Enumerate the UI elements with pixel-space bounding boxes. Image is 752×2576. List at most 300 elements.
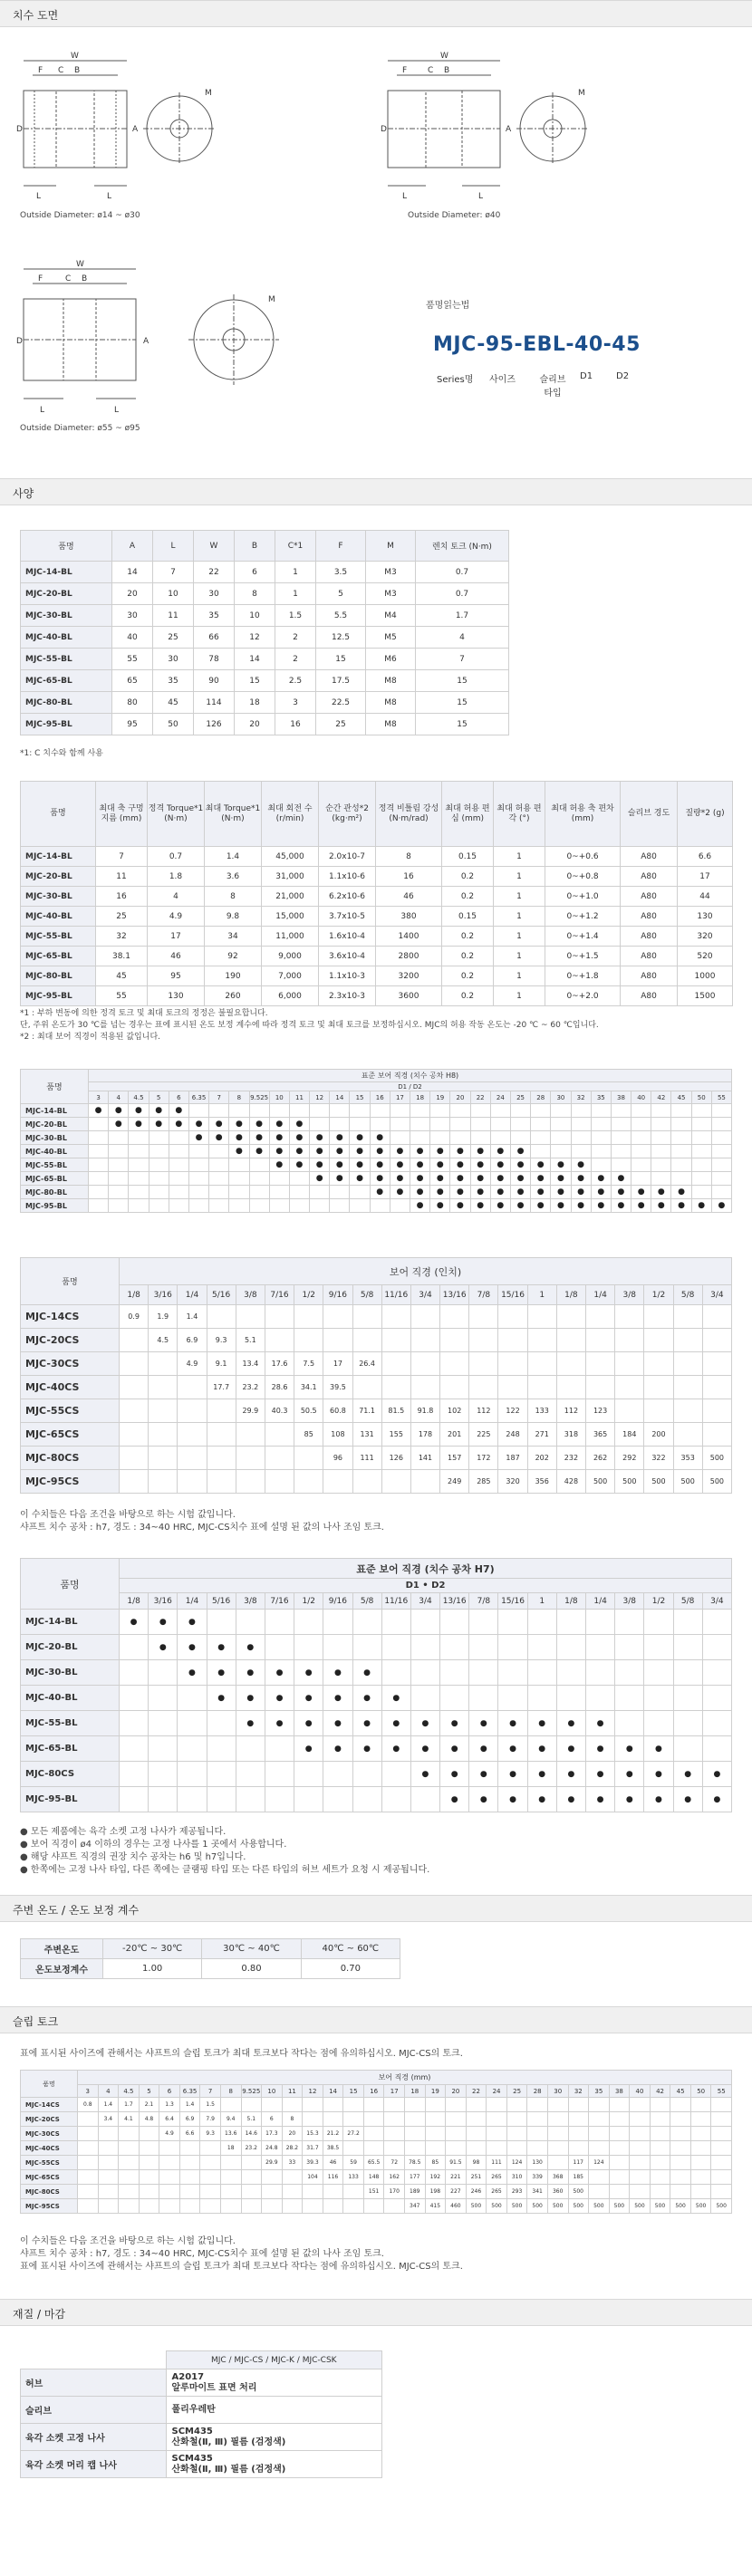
size-header: 45 bbox=[671, 1091, 691, 1104]
table-cell: 102 bbox=[440, 1399, 469, 1423]
table-cell bbox=[352, 1610, 381, 1635]
dim-letter-d: D bbox=[381, 125, 387, 134]
temp-factor: 0.70 bbox=[301, 1959, 400, 1979]
table-row bbox=[21, 1399, 732, 1423]
bore-available-dot bbox=[527, 1762, 556, 1787]
temperature-table bbox=[20, 1938, 400, 1979]
table-cell: 0.15 bbox=[442, 847, 494, 867]
table-cell bbox=[498, 1352, 527, 1376]
table-cell bbox=[630, 2185, 651, 2199]
table-cell: 225 bbox=[469, 1423, 498, 1447]
size-header: 15 bbox=[343, 2085, 364, 2098]
bore-available-dot bbox=[370, 1158, 390, 1172]
table-cell bbox=[410, 1635, 439, 1660]
table-cell bbox=[78, 2156, 99, 2170]
table-cell: 14 bbox=[112, 562, 153, 583]
size-header: 28 bbox=[527, 2085, 548, 2098]
bore-available-dot bbox=[531, 1172, 551, 1186]
table-cell bbox=[330, 1118, 350, 1131]
table-cell bbox=[450, 1118, 470, 1131]
table-cell: A80 bbox=[621, 887, 678, 907]
table-cell bbox=[527, 2098, 548, 2112]
size-header: 11 bbox=[282, 2085, 303, 2098]
bore-available-dot bbox=[330, 1131, 350, 1145]
table-cell bbox=[425, 2141, 446, 2156]
table-cell bbox=[551, 1118, 571, 1131]
bore-available-dot bbox=[450, 1145, 470, 1158]
table-cell: 11 bbox=[96, 867, 148, 887]
table-cell: 190 bbox=[205, 966, 262, 986]
bore-available-dot bbox=[249, 1145, 269, 1158]
table-cell bbox=[390, 1104, 410, 1118]
dim-letter-m: M bbox=[578, 89, 585, 98]
bore-available-dot bbox=[490, 1158, 510, 1172]
bore-available-dot bbox=[591, 1172, 611, 1186]
table-cell bbox=[149, 1145, 169, 1158]
table-cell: 8 bbox=[205, 887, 262, 907]
table-cell: 6.2x10-6 bbox=[319, 887, 376, 907]
table-cell: 18 bbox=[220, 2141, 241, 2156]
table-cell bbox=[169, 1172, 188, 1186]
table-cell bbox=[630, 2156, 651, 2170]
material-name: SCM435 bbox=[171, 2426, 213, 2437]
table-cell: 141 bbox=[410, 1447, 439, 1470]
table-cell: 1500 bbox=[678, 986, 733, 1006]
table-cell bbox=[690, 2170, 711, 2185]
bore-available-dot bbox=[207, 1660, 236, 1686]
table-cell: 12 bbox=[235, 627, 275, 649]
table-cell bbox=[487, 2098, 507, 2112]
table-cell: 9,000 bbox=[262, 947, 319, 966]
table-cell bbox=[323, 1787, 352, 1812]
table-cell: 126 bbox=[381, 1447, 410, 1470]
size-header: 1 bbox=[527, 1285, 556, 1305]
size-header: 10 bbox=[262, 2085, 283, 2098]
section-header-spec bbox=[0, 478, 752, 505]
table-cell: A80 bbox=[621, 986, 678, 1006]
bore-h7-note-3: ● 해당 샤프트 직경의 권장 치수 공차는 h6 및 h7입니다. bbox=[20, 1852, 246, 1862]
table-cell bbox=[440, 1635, 469, 1660]
table-cell bbox=[673, 1711, 702, 1736]
table-cell bbox=[282, 2199, 303, 2214]
table-cell bbox=[498, 1660, 527, 1686]
row-name: MJC-95-BL bbox=[21, 986, 96, 1006]
bore-available-dot bbox=[149, 1635, 178, 1660]
table-cell: 318 bbox=[556, 1423, 585, 1447]
table-cell bbox=[294, 1610, 323, 1635]
table-cell bbox=[631, 1104, 651, 1118]
table-cell bbox=[178, 1787, 207, 1812]
table-cell bbox=[159, 2156, 180, 2170]
bore-available-dot bbox=[120, 1610, 149, 1635]
size-header: 7/8 bbox=[469, 1593, 498, 1610]
table-cell bbox=[568, 2141, 589, 2156]
table-cell bbox=[673, 1329, 702, 1352]
table-cell bbox=[120, 1352, 149, 1376]
table-cell bbox=[178, 1711, 207, 1736]
table-cell bbox=[363, 2199, 384, 2214]
table-cell bbox=[702, 1329, 731, 1352]
table-cell: 20 bbox=[112, 583, 153, 605]
table-cell bbox=[446, 2141, 467, 2156]
table-cell: 11 bbox=[153, 605, 194, 627]
coupling-drawing-medium bbox=[381, 50, 589, 208]
table-cell bbox=[149, 1736, 178, 1762]
table-cell: 170 bbox=[384, 2185, 405, 2199]
table-cell bbox=[207, 1447, 236, 1470]
table-cell bbox=[98, 2141, 119, 2156]
size-header: 19 bbox=[425, 2085, 446, 2098]
table-cell bbox=[178, 1470, 207, 1494]
table-cell bbox=[352, 1329, 381, 1352]
table-cell bbox=[671, 1104, 691, 1118]
table-cell: 3.7x10-5 bbox=[319, 907, 376, 927]
table-cell: 500 bbox=[466, 2199, 487, 2214]
material-name: 폴리우레탄 bbox=[171, 2404, 216, 2415]
table-cell: 341 bbox=[527, 2185, 548, 2199]
size-header: 3/4 bbox=[410, 1285, 439, 1305]
table-cell bbox=[470, 1131, 490, 1145]
bore-available-dot bbox=[370, 1186, 390, 1199]
row-name: MJC-95-BL bbox=[21, 1199, 89, 1213]
table-cell bbox=[650, 2098, 670, 2112]
size-header: 32 bbox=[568, 2085, 589, 2098]
table-cell bbox=[229, 1172, 249, 1186]
table-cell bbox=[430, 1131, 450, 1145]
bore-available-dot bbox=[410, 1145, 430, 1158]
table-cell bbox=[547, 2127, 568, 2141]
dim-letter-d: D bbox=[16, 125, 23, 134]
size-header: 1/8 bbox=[120, 1593, 149, 1610]
bore-available-dot bbox=[671, 1199, 691, 1213]
bore-available-dot bbox=[370, 1131, 390, 1145]
bore-available-dot bbox=[229, 1118, 249, 1131]
bore-available-dot bbox=[330, 1145, 350, 1158]
row-name: MJC-20-BL bbox=[21, 1635, 120, 1660]
bore-available-dot bbox=[571, 1199, 591, 1213]
table-cell bbox=[711, 1172, 731, 1186]
table-cell bbox=[410, 1131, 430, 1145]
table-cell: 71.1 bbox=[352, 1399, 381, 1423]
table-cell bbox=[236, 1423, 265, 1447]
table-cell bbox=[139, 2199, 159, 2214]
table-row bbox=[21, 887, 733, 907]
table-cell bbox=[469, 1305, 498, 1329]
table-cell bbox=[410, 1329, 439, 1352]
table-cell: 246 bbox=[466, 2185, 487, 2199]
table-cell bbox=[690, 2112, 711, 2127]
bore-available-dot bbox=[310, 1158, 330, 1172]
bore-available-dot bbox=[711, 1199, 731, 1213]
table-cell bbox=[547, 2112, 568, 2127]
bore-available-dot bbox=[310, 1131, 330, 1145]
table-cell: 198 bbox=[425, 2185, 446, 2199]
order-code-parts bbox=[433, 371, 651, 408]
table-cell bbox=[363, 2127, 384, 2141]
table-cell: 4 bbox=[148, 887, 205, 907]
table-cell bbox=[269, 1199, 289, 1213]
bore-available-dot bbox=[571, 1186, 591, 1199]
table-cell bbox=[119, 2141, 140, 2156]
table-cell bbox=[207, 1470, 236, 1494]
col-header: F bbox=[316, 531, 366, 562]
table-cell bbox=[220, 2098, 241, 2112]
table-cell bbox=[303, 2098, 323, 2112]
table-row bbox=[21, 1145, 732, 1158]
table-cell: 157 bbox=[440, 1447, 469, 1470]
size-header: 5 bbox=[139, 2085, 159, 2098]
table-cell bbox=[220, 2156, 241, 2170]
table-cell: 2800 bbox=[376, 947, 442, 966]
size-header: 3/4 bbox=[410, 1593, 439, 1610]
size-header: 16 bbox=[363, 2085, 384, 2098]
table-row bbox=[21, 1787, 732, 1812]
bore-available-dot bbox=[323, 1686, 352, 1711]
table-cell bbox=[547, 2156, 568, 2170]
table-cell bbox=[631, 1158, 651, 1172]
table-cell bbox=[440, 1305, 469, 1329]
table-cell bbox=[711, 2156, 732, 2170]
table-cell: 0.2 bbox=[442, 986, 494, 1006]
dim-letter-l2: L bbox=[107, 192, 112, 201]
table-cell: 1 bbox=[494, 986, 545, 1006]
table-cell: 8 bbox=[235, 583, 275, 605]
bore-available-dot bbox=[611, 1186, 631, 1199]
table-cell bbox=[249, 1186, 269, 1199]
table-cell bbox=[651, 1104, 671, 1118]
dim-letter-l2: L bbox=[114, 406, 120, 415]
size-header: 5 bbox=[149, 1091, 169, 1104]
table-cell: 60.8 bbox=[323, 1399, 352, 1423]
order-part-d1: D1 bbox=[580, 371, 593, 381]
table-cell: 9.8 bbox=[205, 907, 262, 927]
table-cell bbox=[149, 1447, 178, 1470]
table-cell bbox=[469, 1610, 498, 1635]
table-cell: 6.9 bbox=[179, 2112, 200, 2127]
table-row bbox=[21, 1610, 732, 1635]
bore-available-dot bbox=[490, 1145, 510, 1158]
table-cell bbox=[149, 1660, 178, 1686]
table-cell: 25 bbox=[96, 907, 148, 927]
table-cell bbox=[410, 1787, 439, 1812]
table-cell: M8 bbox=[366, 714, 416, 735]
table-cell bbox=[220, 2199, 241, 2214]
table-cell bbox=[350, 1118, 370, 1131]
bore-available-dot bbox=[410, 1711, 439, 1736]
table-cell: 1.7 bbox=[119, 2098, 140, 2112]
table-cell bbox=[381, 1787, 410, 1812]
table-cell: 187 bbox=[498, 1447, 527, 1470]
temp-label: 주변온도 bbox=[21, 1939, 103, 1959]
dim-letter-c: C bbox=[428, 66, 434, 75]
table-cell: 353 bbox=[673, 1447, 702, 1470]
section-title: 사양 bbox=[13, 487, 34, 500]
table-cell bbox=[644, 1660, 673, 1686]
bore-available-dot bbox=[410, 1199, 430, 1213]
table-cell bbox=[149, 1686, 178, 1711]
col-header: M bbox=[366, 531, 416, 562]
table-cell: 117 bbox=[568, 2156, 589, 2170]
table-cell bbox=[265, 1787, 294, 1812]
size-header: 8 bbox=[229, 1091, 249, 1104]
table-cell: 0.15 bbox=[442, 907, 494, 927]
table-cell: 1 bbox=[494, 947, 545, 966]
table-cell bbox=[469, 1376, 498, 1399]
table-cell: 1.7 bbox=[416, 605, 509, 627]
table-cell bbox=[440, 1329, 469, 1352]
table-cell: 45 bbox=[153, 692, 194, 714]
table-cell bbox=[589, 2185, 610, 2199]
size-header: 35 bbox=[591, 1091, 611, 1104]
table-cell bbox=[510, 1104, 530, 1118]
table-cell: 500 bbox=[487, 2199, 507, 2214]
col-header: 정격 비틀림 강성 (N·m/rad) bbox=[376, 782, 442, 847]
bore-available-dot bbox=[390, 1186, 410, 1199]
table-row bbox=[21, 2156, 732, 2170]
bore-available-dot bbox=[440, 1762, 469, 1787]
table-cell bbox=[109, 1186, 129, 1199]
table-cell: 500 bbox=[630, 2199, 651, 2214]
table-cell bbox=[188, 1158, 208, 1172]
table-cell bbox=[651, 1172, 671, 1186]
table-cell bbox=[425, 2127, 446, 2141]
bore-table-h7 bbox=[20, 1558, 732, 1812]
table-cell bbox=[343, 2098, 364, 2112]
table-cell: 55 bbox=[96, 986, 148, 1006]
table-cell bbox=[711, 2170, 732, 2185]
size-header: 5/8 bbox=[352, 1285, 381, 1305]
size-header: 20 bbox=[450, 1091, 470, 1104]
bore-available-dot bbox=[556, 1711, 585, 1736]
bore-available-dot bbox=[673, 1762, 702, 1787]
table-row bbox=[21, 966, 733, 986]
size-header: 6 bbox=[169, 1091, 188, 1104]
drawing-caption-1: Outside Diameter: ø14 ~ ø30 bbox=[20, 211, 140, 220]
order-part-series: Series명 bbox=[437, 375, 474, 385]
row-name: MJC-30-BL bbox=[21, 1131, 89, 1145]
table-cell bbox=[149, 1352, 178, 1376]
bore-available-dot bbox=[188, 1131, 208, 1145]
table-cell: 500 bbox=[589, 2199, 610, 2214]
table-cell bbox=[310, 1104, 330, 1118]
table-row bbox=[21, 2098, 732, 2112]
table-row bbox=[21, 2424, 382, 2451]
table-cell bbox=[527, 1660, 556, 1686]
table-cell: 17.5 bbox=[316, 670, 366, 692]
size-header: 38 bbox=[611, 1091, 631, 1104]
table-cell: 380 bbox=[376, 907, 442, 927]
size-header: 20 bbox=[446, 2085, 467, 2098]
table-cell: 5 bbox=[316, 583, 366, 605]
table-row bbox=[21, 2170, 732, 2185]
table-row bbox=[21, 927, 733, 947]
dim-letter-f: F bbox=[38, 274, 43, 284]
bore-available-dot bbox=[269, 1118, 289, 1131]
size-header: 4 bbox=[109, 1091, 129, 1104]
table-cell bbox=[611, 1104, 631, 1118]
row-name: MJC-20-BL bbox=[21, 583, 112, 605]
table-cell bbox=[363, 2112, 384, 2127]
table-cell: 500 bbox=[670, 2199, 691, 2214]
table-cell bbox=[527, 1686, 556, 1711]
table-cell bbox=[384, 2112, 405, 2127]
table-cell bbox=[120, 1447, 149, 1470]
table-cell: 1 bbox=[494, 867, 545, 887]
bore-available-dot bbox=[330, 1158, 350, 1172]
table-cell bbox=[381, 1470, 410, 1494]
table-cell: 39.5 bbox=[323, 1376, 352, 1399]
table-row bbox=[21, 907, 733, 927]
table-cell bbox=[571, 1145, 591, 1158]
row-name: MJC-20CS bbox=[21, 1329, 120, 1352]
table-cell: 520 bbox=[678, 947, 733, 966]
bore-available-dot bbox=[527, 1736, 556, 1762]
table-cell: 251 bbox=[466, 2170, 487, 2185]
bore-available-dot bbox=[440, 1711, 469, 1736]
table-cell bbox=[89, 1131, 109, 1145]
col-header: 슬리브 경도 bbox=[621, 782, 678, 847]
table-cell: 23.2 bbox=[241, 2141, 262, 2156]
bore-available-dot bbox=[450, 1158, 470, 1172]
row-name: MJC-95CS bbox=[21, 2199, 78, 2214]
table-cell bbox=[498, 1610, 527, 1635]
table-cell bbox=[323, 2112, 343, 2127]
table-cell bbox=[89, 1145, 109, 1158]
table-cell bbox=[609, 2185, 630, 2199]
table-row bbox=[21, 1305, 732, 1329]
table-cell: 78.5 bbox=[405, 2156, 426, 2170]
table-cell: 116 bbox=[323, 2170, 343, 2185]
bore-available-dot bbox=[470, 1145, 490, 1158]
table-cell: 0.2 bbox=[442, 887, 494, 907]
bore-available-dot bbox=[390, 1158, 410, 1172]
table-cell: 17 bbox=[148, 927, 205, 947]
table-cell: 6.9 bbox=[178, 1329, 207, 1352]
bore-available-dot bbox=[350, 1158, 370, 1172]
table-cell bbox=[188, 1145, 208, 1158]
dim-letter-w: W bbox=[440, 52, 448, 61]
table-cell: 2.3x10-3 bbox=[319, 986, 376, 1006]
bore-available-dot bbox=[265, 1660, 294, 1686]
bore-h7-subtitle: D1 • D2 bbox=[120, 1579, 732, 1593]
table-cell bbox=[506, 2141, 527, 2156]
table-row bbox=[21, 867, 733, 887]
bore-available-dot bbox=[350, 1172, 370, 1186]
table-cell bbox=[691, 1158, 711, 1172]
table-cell: 11,000 bbox=[262, 927, 319, 947]
row-name: MJC-40-BL bbox=[21, 1145, 89, 1158]
table-cell bbox=[568, 2112, 589, 2127]
table-cell bbox=[571, 1131, 591, 1145]
table-cell: 0~+1.2 bbox=[545, 907, 621, 927]
table-cell bbox=[487, 2127, 507, 2141]
table-cell bbox=[294, 1787, 323, 1812]
row-name: MJC-65-BL bbox=[21, 1736, 120, 1762]
material-name: A2017 bbox=[171, 2371, 205, 2382]
table-cell bbox=[179, 2185, 200, 2199]
table-cell: 26.4 bbox=[352, 1352, 381, 1376]
table-cell bbox=[490, 1118, 510, 1131]
table-cell bbox=[120, 1686, 149, 1711]
size-header: 55 bbox=[711, 1091, 731, 1104]
table-cell: 2.0x10-7 bbox=[319, 847, 376, 867]
table-cell bbox=[179, 2141, 200, 2156]
bore-available-dot bbox=[498, 1787, 527, 1812]
col-header: 품명 bbox=[21, 1070, 89, 1104]
table-cell: 17.6 bbox=[265, 1352, 294, 1376]
table-cell bbox=[352, 1305, 381, 1329]
row-name: MJC-30CS bbox=[21, 2127, 78, 2141]
